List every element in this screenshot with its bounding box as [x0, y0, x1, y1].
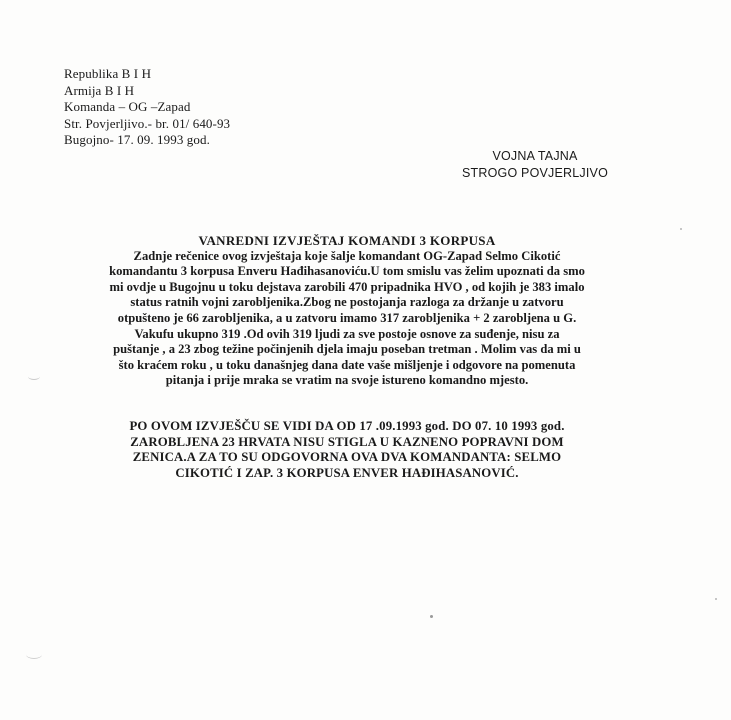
scan-artifact — [430, 615, 433, 618]
scan-artifact — [680, 228, 682, 230]
conclusion-paragraph — [82, 419, 612, 481]
header-line-place-date: Bugojno- 17. 09. 1993 god. — [64, 132, 210, 147]
scan-artifact — [26, 650, 42, 659]
report-line: puštanje , a 23 zbog težine počinjenih djela imaju poseban tretman . Molim vas da mi u — [113, 342, 581, 357]
report-line: Zadnje rečenice ovog izvještaja koje šalje komandant OG-Zapad Selmo Cikotić — [133, 248, 561, 263]
header-line-army: Armija B I H — [64, 82, 135, 98]
scan-artifact — [715, 598, 717, 600]
classification-block — [455, 148, 615, 181]
header-line-reference-number: Str. Povjerljivo.- br. 01/ 640-93 — [64, 115, 231, 131]
sender-header — [64, 66, 230, 149]
conclusion-line: PO OVOM IZVJEŠČU SE VIDI DA OD 17 .09.1993 god. DO 07. 10 1993 god. — [129, 419, 565, 433]
report-section — [82, 233, 612, 389]
conclusion-line: ZAROBLJENA 23 HRVATA NISU STIGLA U KAZNENO POPRAVNI DOM — [130, 434, 564, 449]
report-line: što kraćem roku , u toku današnjeg dana date vaše mišljenje i odgovore na pomenuta — [118, 357, 576, 372]
report-body — [77, 249, 617, 389]
report-title: VANREDNI IZVJEŠTAJ KOMANDI 3 KORPUSA — [198, 233, 496, 248]
header-line-republic: Republika B I H — [64, 66, 152, 81]
report-line: pitanja i prije mraka se vratim na svoje istureno komandno mjesto. — [165, 373, 529, 388]
classification-military-secret: VOJNA TAJNA — [492, 149, 578, 163]
conclusion-line: CIKOTIĆ I ZAP. 3 KORPUSA ENVER HAĐIHASANOVIĆ. — [175, 465, 519, 480]
header-line-command: Komanda – OG –Zapad — [64, 99, 191, 114]
report-line: mi ovdje u Bugojnu u toku dejstava zarobili 470 pripadnika HVO , od kojih je 383 imalo — [109, 279, 585, 294]
scan-artifact — [28, 373, 40, 380]
report-line: Vakufu ukupno 319 .Od ovih 319 ljudi za sve postoje osnove za suđenje, nisu za — [134, 326, 560, 341]
classification-strictly-confidential: STROGO POVJERLJIVO — [462, 165, 608, 180]
report-line: komandantu 3 korpusa Enveru Hađihasanoviću.U tom smislu vas želim upoznati da smo — [109, 264, 585, 279]
report-line: status ratnih vojni zarobljenika.Zbog ne postojanja razloga za držanje u zatvoru — [130, 295, 564, 310]
report-line: otpušteno je 66 zarobljenika, a u zatvoru imamo 317 zarobljenika + 2 zarobljena u G. — [117, 310, 577, 325]
conclusion-line: ZENICA.A ZA TO SU ODGOVORNA OVA DVA KOMANDANTA: SELMO — [132, 450, 562, 464]
